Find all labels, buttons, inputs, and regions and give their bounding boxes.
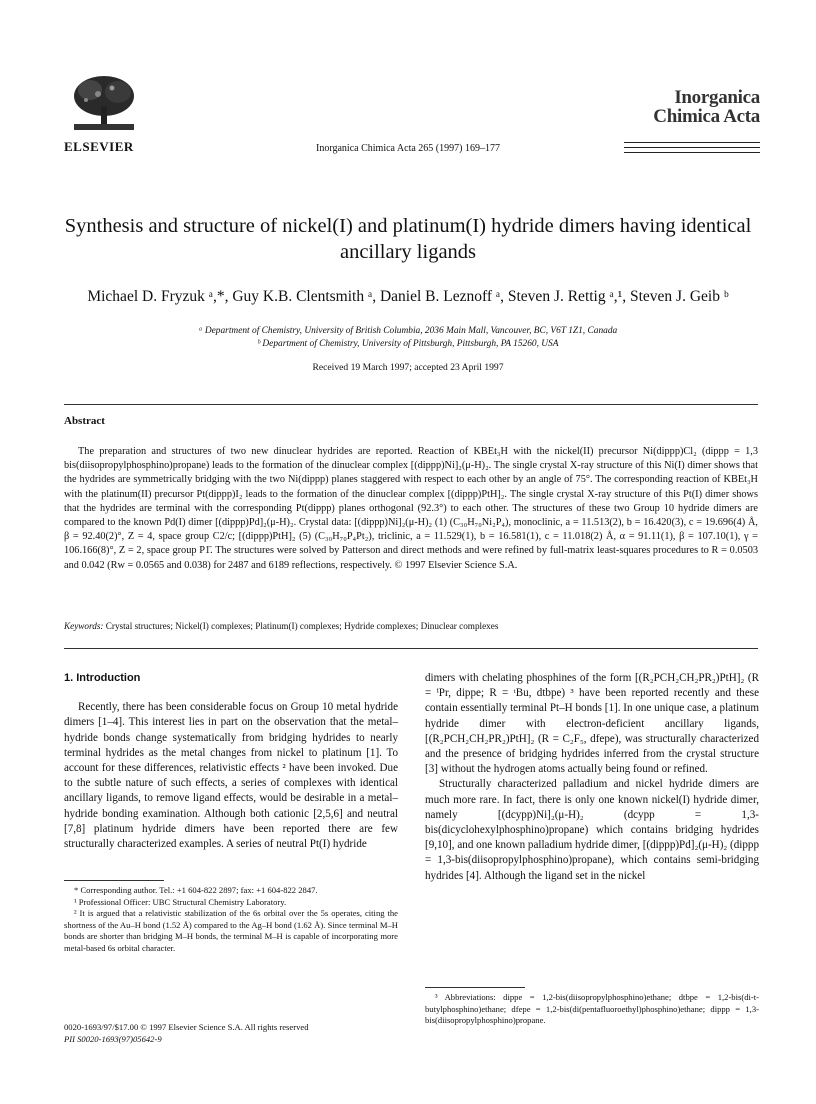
- keywords-text: Crystal structures; Nickel(I) complexes; Platinum(I) complexes; Hydride complexes; Dinuclear complexes: [103, 621, 499, 631]
- keywords: [64, 621, 758, 631]
- brand-rules: [624, 142, 760, 157]
- affiliation-a: ᵃ Department of Chemistry, University of British Columbia, 2036 Main Mall, Vancouver, BC, V6T 1Z1, Canada: [198, 326, 618, 336]
- received-dates: Received 19 March 1997; accepted 23 April 1997: [312, 362, 504, 373]
- footnote-2: ² It is argued that a relativistic stabilization of the 6s orbital over the 5s operates, citing the shortness of the Au–H bond (1.52 Å) compared to the Ag–H bond (1.62 Å). Since terminal M–H bonds are shorter than bridging M–H bonds, the terminal M–H is capable of incorporating more metal-based 6s orbital character.: [64, 908, 398, 953]
- intro-paragraph-cont: dimers with chelating phosphines of the form [(R₂PCH₂CH₂PR₂)PtH]₂ (R = ⁱPr, dippe; R = ᵗBu, dtbpe) ³ have been reported recently and these contain essentially terminal Pt–H bonds [1]. In one unique case, a platinum hydride dimer with electron-deficient ancillary ligands, [(R₂PCH₂CH₂PR₂)PtH]₂ (R = C₂F₅, dfepe), was structurally characterized and the presence of bridging hydrides inferred from the crystal structure [3] without the hydrogen atoms actually being found or refined.: [425, 672, 759, 776]
- abstract-text: The preparation and structures of two new dinuclear hydrides are reported. Reaction of KBEt₃H with the nickel(II) precursor Ni(dippp)Cl₂ (dippp = 1,3 bis(diisopropylphosphino)propane) leads to the formation of the dinuclear complex [(dippp)Ni]₂(μ-H)₂. The single crystal X-ray structure of this Ni(I) dimer shows that the hydrides are symmetrically bridging with the two Ni(dippp) planes staggered with respect to each other by an angle of 75°. The corresponding reaction of KBEt₃H with the platinum(II) precursor Pt(dippp)I₂ leads to the formation of the dinuclear complex [(dippp)PtH]₂. The single crystal X-ray structure of this Pt(I) dimer shows that the hydrides are terminal with the corresponding Pt(dippp) planes orthogonal (92.3°) to each other. The structures of these two Group 10 hydride dimers are compared to the known Pd(I) dimer [(dippp)Pd]₂(μ-H)₂. Crystal data: [(dippp)Ni]₂(μ-H)₂ (1) (C₃₀H₇₀Ni₂P₄), monoclinic, a = 11.513(2), b = 16.420(3), c = 19.696(4) Å, β = 92.40(2)°, Z = 4, space group C2/c; [(dippp)PtH]₂ (5) (C₃₀H₇₀P₄Pt₂), triclinic, a = 11.529(1), b = 16.581(1), c = 11.018(2) Å, α = 91.11(1), β = 107.10(1), γ = 106.166(8)°, Z = 2, space group P1̄. The structures were solved by Patterson and direct methods and were refined by full-matrix least-squares procedures to R = 0.0503 and 0.042 (Rw = 0.0565 and 0.038) for 2487 and 6189 reflections, respectively. © 1997 Elsevier Science S.A.: [64, 446, 758, 571]
- elsevier-tree-logo: [68, 72, 140, 134]
- abstract-body: [64, 445, 758, 573]
- footnote-corresponding: * Corresponding author. Tel.: +1 604-822 2897; fax: +1 604-822 2847.: [74, 885, 318, 895]
- divider: [64, 404, 758, 405]
- abstract-heading: Abstract: [64, 415, 105, 427]
- intro-paragraph: Structurally characterized palladium and nickel hydride dimers are much more rare. In fact, there is only one known nickel(I) hydride dimer, namely [(dcypp)Ni]₂(μ-H)₂ (dcypp = 1,3-bis(dicyclohexylphosphino)propane) which contains bridging hydrides [9,10], and one known palladium hydride dimer, [(dippp)Pd]₂(μ-H)₂ (dippp = 1,3-bis(diisopropylphosphino)propane), which contains semi-bridging hydrides [4]. Although the ligand set in the nickel: [425, 778, 759, 882]
- article-title: Synthesis and structure of nickel(I) and platinum(I) hydride dimers having identical ancillary ligands: [64, 215, 752, 263]
- affiliations: [60, 325, 756, 351]
- publisher-name: ELSEVIER: [64, 139, 134, 154]
- journal-brand: [600, 88, 760, 126]
- journal-brand-line2: Chimica Acta: [653, 106, 760, 127]
- keywords-label: Keywords:: [64, 621, 104, 631]
- footnote-3: ³ Abbreviations: dippe = 1,2-bis(diisopropylphosphino)ethane; dtbpe = 1,2-bis(di-t-butylphosphino)ethane; dfepe = 1,2-bis(di(pentafluoroethyl)phosphino)ethane; dippp = 1,3-bis(diisopropylphosphino)propane.: [425, 992, 759, 1026]
- pii-line: PII S0020-1693(97)05642-9: [64, 1034, 162, 1044]
- footnote-rule: [64, 880, 164, 881]
- section-heading: 1. Introduction: [64, 672, 141, 684]
- journal-brand-line1: Inorganica: [674, 87, 760, 108]
- author-list: Michael D. Fryzuk ᵃ,*, Guy K.B. Clentsmith ᵃ, Daniel B. Leznoff ᵃ, Steven J. Rettig ᵃ,¹, Steven J. Geib ᵇ: [87, 288, 729, 305]
- left-column: [64, 671, 398, 852]
- abbreviations-footnote: [425, 992, 759, 1027]
- footnotes: [64, 885, 398, 955]
- journal-reference: Inorganica Chimica Acta 265 (1997) 169–177: [316, 143, 500, 154]
- issn-line: 0020-1693/97/$17.00 © 1997 Elsevier Science S.A. All rights reserved: [64, 1022, 309, 1032]
- footnote-rule: [425, 987, 525, 988]
- footnote-1: ¹ Professional Officer: UBC Structural Chemistry Laboratory.: [74, 896, 287, 907]
- right-column: [425, 671, 759, 884]
- intro-paragraph: Recently, there has been considerable focus on Group 10 metal hydride dimers [1–4]. This interest lies in part on the observation that the metal–hydride bonds change systematically from bridging hydrides to nearly terminal hydrides as the metal changes from nickel to platinum [1]. To account for these differences, relativistic effects ² have been invoked. Due to the subtle nature of such effects, a series of complexes with identical ancillary ligands, to remove ligand effects, would be desirable in a metal–hydride bonding examination. Although both cationic [2,5,6] and neutral [7,8] platinum hydride dimers have been reported there are few structurally characterized examples. A series of neutral Pt(I) hydride: [64, 701, 398, 851]
- divider: [64, 648, 758, 649]
- copyright-block: [64, 1021, 404, 1045]
- affiliation-b: ᵇ Department of Chemistry, University of Pittsburgh, Pittsburgh, PA 15260, USA: [257, 339, 559, 349]
